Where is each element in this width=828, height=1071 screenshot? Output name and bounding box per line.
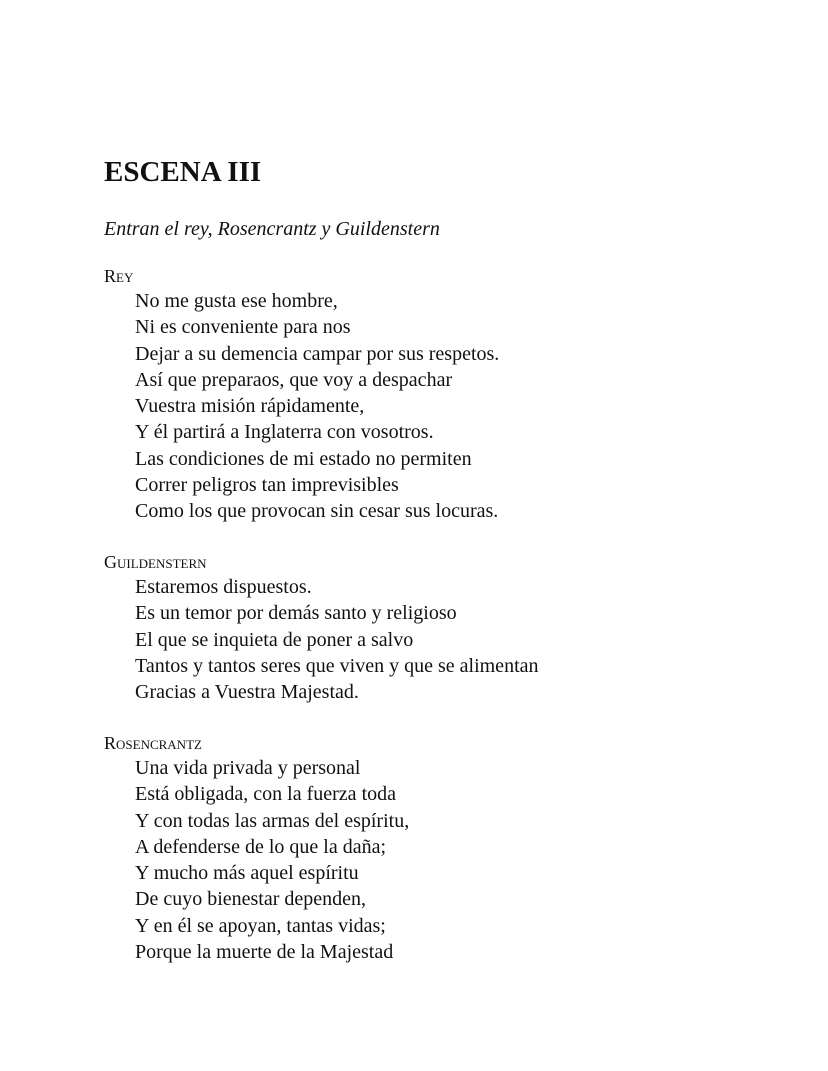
verse-line: Una vida privada y personal [135, 757, 361, 779]
verse-lines [104, 574, 539, 705]
verse-line: Y él partirá a Inglaterra con vosotros. [135, 421, 434, 444]
scene-title: ESCENA III [104, 156, 262, 188]
speech-rey [104, 264, 499, 525]
verse-line: Correr peligros tan imprevisibles [135, 474, 399, 497]
verse-line: Las condiciones de mi estado no permiten [135, 447, 472, 470]
verse-line: A defenderse de lo que la daña; [135, 835, 387, 858]
verse-line: Vuestra misión rápidamente, [135, 395, 365, 418]
verse-line: Dejar a su demencia campar por sus respetos. [135, 342, 500, 365]
verse-lines [104, 755, 409, 965]
verse-line: Y mucho más aquel espíritu [135, 862, 359, 885]
speaker-name: Rey [104, 266, 134, 286]
speech-rosencrantz [104, 731, 409, 965]
verse-line: Ni es conveniente para nos [135, 316, 351, 339]
verse-lines [104, 288, 499, 525]
verse-line: De cuyo bienestar dependen, [135, 888, 367, 911]
verse-line: Es un temor por demás santo y religioso [135, 602, 457, 625]
verse-line: El que se inquieta de poner a salvo [135, 628, 414, 651]
stage-direction: Entran el rey, Rosencrantz y Guildenstern [104, 218, 440, 240]
speaker-name: Guildenstern [104, 552, 207, 572]
verse-line: No me gusta ese hombre, [135, 290, 338, 312]
verse-line: Porque la muerte de la Majestad [135, 941, 394, 964]
verse-line: Tantos y tantos seres que viven y que se alimentan [135, 654, 539, 677]
speech-guildenstern [104, 550, 539, 705]
verse-line: Y en él se apoyan, tantas vidas; [135, 914, 386, 937]
speaker-name: Rosencrantz [104, 733, 202, 753]
verse-line: Estaremos dispuestos. [135, 576, 312, 598]
verse-line: Gracias a Vuestra Majestad. [135, 681, 359, 704]
verse-line: Así que preparaos, que voy a despachar [135, 368, 453, 391]
verse-line: Y con todas las armas del espíritu, [135, 809, 410, 832]
verse-line: Como los que provocan sin cesar sus locuras. [135, 500, 499, 523]
verse-line: Está obligada, con la fuerza toda [135, 783, 396, 806]
